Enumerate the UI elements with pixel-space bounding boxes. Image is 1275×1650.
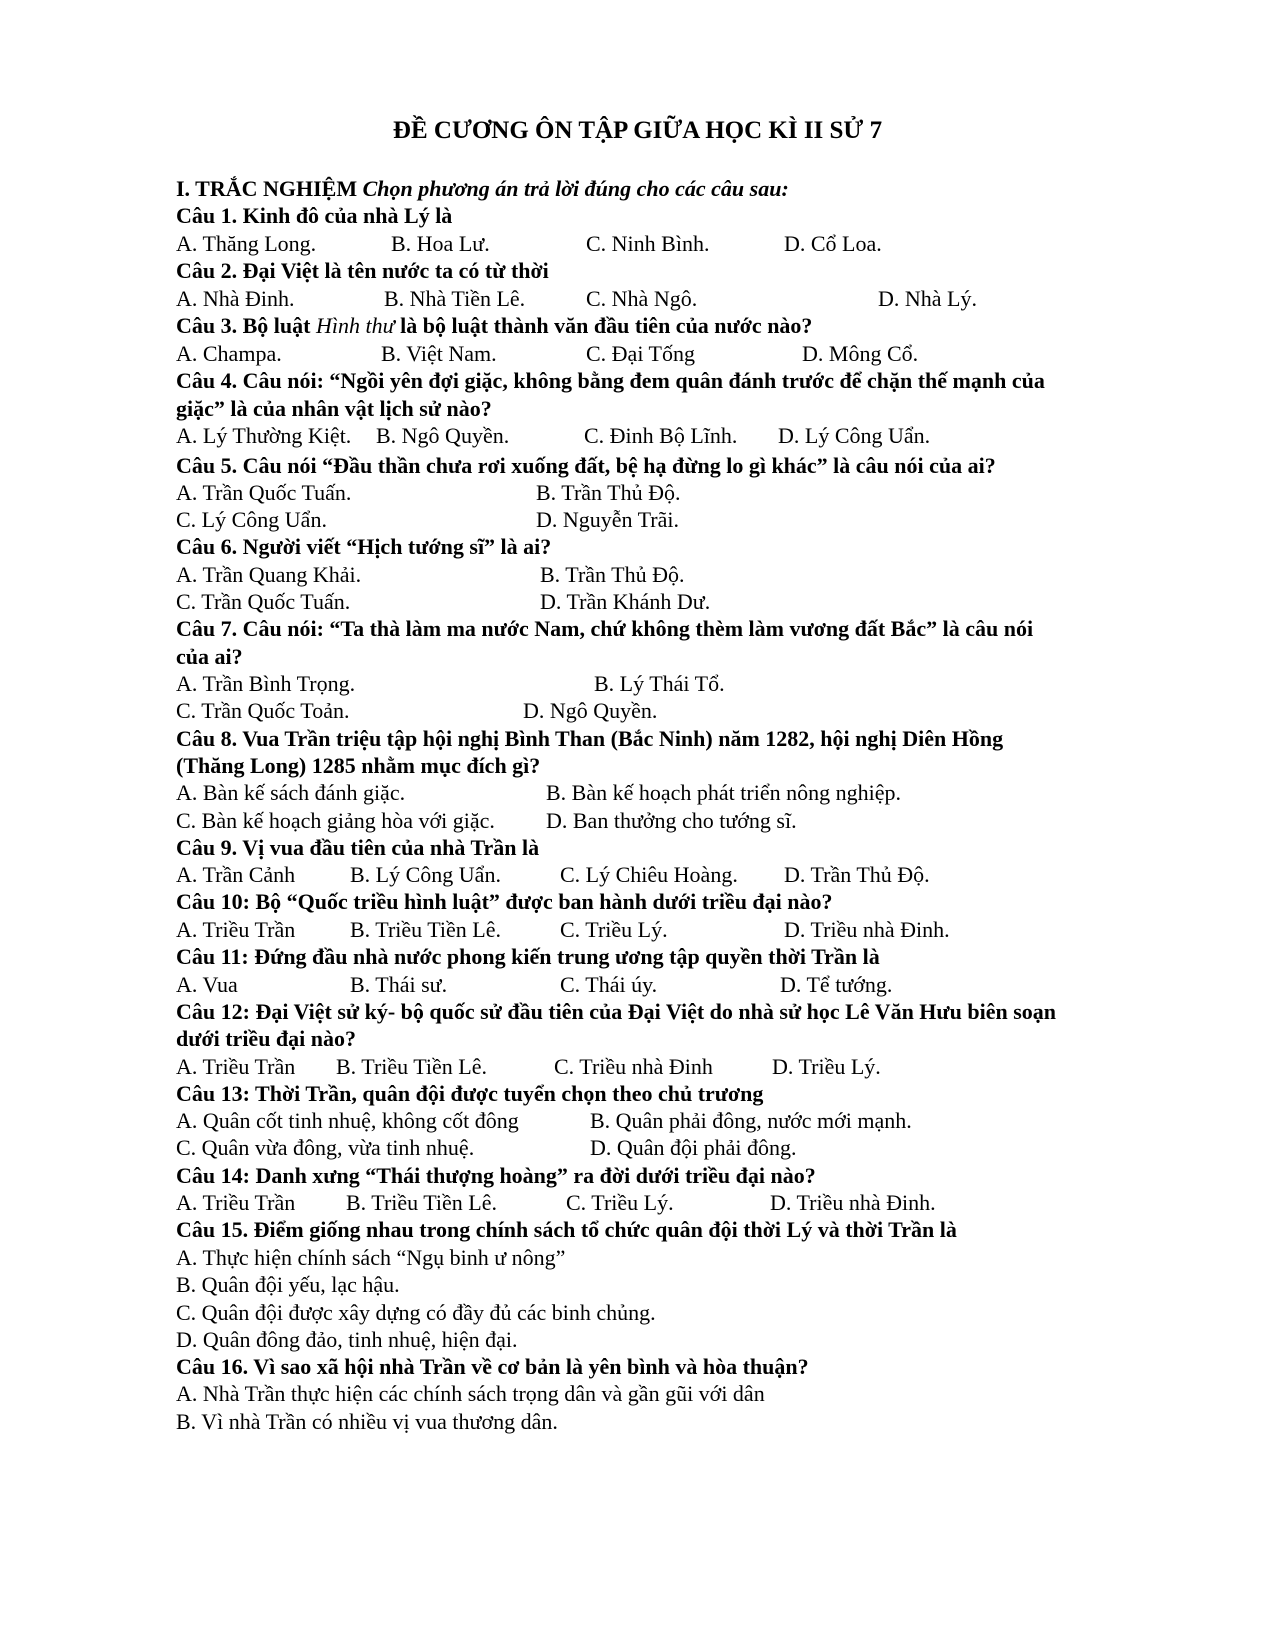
option-c: C. Trần Quốc Tuấn. <box>176 589 351 614</box>
option-b: B. Lý Thái Tổ. <box>594 671 725 696</box>
option-b: B. Lý Công Uẩn. <box>350 862 501 887</box>
option-d: D. Ngô Quyền. <box>523 698 658 723</box>
section-header <box>176 175 789 203</box>
option-d: D. Cổ Loa. <box>784 231 882 256</box>
option-b: B. Việt Nam. <box>381 341 497 366</box>
option-b: B. Trần Thủ Độ. <box>540 562 685 587</box>
question-3-text-end: là bộ luật thành văn đầu tiên của nước nào? <box>394 313 813 338</box>
option-b: B. Trần Thủ Độ. <box>536 480 681 505</box>
option-a: A. Trần Cảnh <box>176 862 296 887</box>
question-13: Câu 13: Thời Trần, quân đội được tuyển chọn theo chủ trương <box>176 1081 764 1106</box>
option-d: D. Tể tướng. <box>780 972 893 997</box>
question-11: Câu 11: Đứng đầu nhà nước phong kiến trung ương tập quyền thời Trần là <box>176 944 880 969</box>
question-8-continued: (Thăng Long) 1285 nhằm mục đích gì? <box>176 753 541 778</box>
option-b: B. Ngô Quyền. <box>376 423 510 448</box>
option-b: B. Quân phải đông, nước mới mạnh. <box>590 1108 912 1133</box>
question-12: Câu 12: Đại Việt sử ký- bộ quốc sử đầu tiên của Đại Việt do nhà sử học Lê Văn Hưu biên soạn <box>176 999 1056 1024</box>
option-c: C. Lý Công Uẩn. <box>176 507 327 532</box>
option-c: C. Trần Quốc Toản. <box>176 698 350 723</box>
question-3 <box>176 312 812 340</box>
question-6: Câu 6. Người viết “Hịch tướng sĩ” là ai? <box>176 534 552 559</box>
question-7: Câu 7. Câu nói: “Ta thà làm ma nước Nam, chứ không thèm làm vương đất Bắc” là câu nói <box>176 616 1034 641</box>
option-b: B. Bàn kế hoạch phát triển nông nghiệp. <box>546 780 901 805</box>
option-a: A. Trần Quốc Tuấn. <box>176 480 352 505</box>
question-7-continued: của ai? <box>176 644 243 669</box>
option-c: C. Triều nhà Đinh <box>554 1054 713 1079</box>
section-instruction: Chọn phương án trả lời đúng cho các câu sau: <box>362 176 789 201</box>
question-9: Câu 9. Vị vua đầu tiên của nhà Trần là <box>176 835 540 860</box>
option-d: D. Triều nhà Đinh. <box>784 917 950 942</box>
question-10: Câu 10: Bộ “Quốc triều hình luật” được ban hành dưới triều đại nào? <box>176 889 833 914</box>
option-c: C. Triều Lý. <box>560 917 668 942</box>
option-a: A. Nhà Đinh. <box>176 286 295 311</box>
question-4: Câu 4. Câu nói: “Ngồi yên đợi giặc, không bằng đem quân đánh trước để chặn thế mạnh của <box>176 368 1045 393</box>
question-14: Câu 14: Danh xưng “Thái thượng hoàng” ra đời dưới triều đại nào? <box>176 1163 816 1188</box>
page-title: ĐỀ CƯƠNG ÔN TẬP GIỮA HỌC KÌ II SỬ 7 <box>392 117 883 144</box>
option-a: A. Lý Thường Kiệt. <box>176 423 352 448</box>
option-a: A. Triều Trần <box>176 1054 296 1079</box>
option-a: A. Trần Bình Trọng. <box>176 671 356 696</box>
option-c: C. Triều Lý. <box>566 1190 674 1215</box>
option-a: A. Trần Quang Khải. <box>176 562 362 587</box>
option-a: A. Champa. <box>176 341 282 366</box>
option-d: D. Quân đội phải đông. <box>590 1135 797 1160</box>
question-8: Câu 8. Vua Trần triệu tập hội nghị Bình Than (Bắc Ninh) năm 1282, hội nghị Diên Hồng <box>176 726 1004 751</box>
option-c: C. Ninh Bình. <box>586 231 710 256</box>
question-4-continued: giặc” là của nhân vật lịch sử nào? <box>176 396 492 421</box>
option-c: C. Quân đội được xây dựng có đầy đủ các binh chủng. <box>176 1300 656 1325</box>
option-d: D. Ban thưởng cho tướng sĩ. <box>546 808 797 833</box>
question-2: Câu 2. Đại Việt là tên nước ta có từ thời <box>176 258 549 283</box>
option-b: B. Nhà Tiền Lê. <box>384 286 526 311</box>
question-1: Câu 1. Kinh đô của nhà Lý là <box>176 203 453 228</box>
option-c: C. Bàn kế hoạch giảng hòa với giặc. <box>176 808 495 833</box>
option-d: D. Trần Khánh Dư. <box>540 589 711 614</box>
option-c: C. Đại Tống <box>586 341 695 366</box>
option-c: C. Thái úy. <box>560 972 658 997</box>
option-b: B. Vì nhà Trần có nhiều vị vua thương dân. <box>176 1409 558 1434</box>
question-5: Câu 5. Câu nói “Đầu thần chưa rơi xuống đất, bệ hạ đừng lo gì khác” là câu nói của ai? <box>176 453 996 478</box>
option-d: D. Lý Công Uẩn. <box>778 423 931 448</box>
option-a: A. Vua <box>176 972 238 997</box>
option-b: B. Thái sư. <box>350 972 448 997</box>
option-b: B. Triều Tiền Lê. <box>346 1190 497 1215</box>
question-15: Câu 15. Điểm giống nhau trong chính sách tổ chức quân đội thời Lý và thời Trần là <box>176 1217 957 1242</box>
question-16: Câu 16. Vì sao xã hội nhà Trần về cơ bản là yên bình và hòa thuận? <box>176 1354 809 1379</box>
option-a: A. Thăng Long. <box>176 231 317 256</box>
question-3-text-start: Câu 3. Bộ luật <box>176 313 316 338</box>
option-a: A. Quân cốt tinh nhuệ, không cốt đông <box>176 1108 519 1133</box>
option-b: B. Hoa Lư. <box>391 231 490 256</box>
option-d: D. Triều Lý. <box>772 1054 881 1079</box>
option-b: B. Quân đội yếu, lạc hậu. <box>176 1272 400 1297</box>
option-c: C. Quân vừa đông, vừa tinh nhuệ. <box>176 1135 475 1160</box>
option-a: A. Nhà Trần thực hiện các chính sách trọng dân và gần gũi với dân <box>176 1381 765 1406</box>
option-d: D. Nhà Lý. <box>878 286 977 311</box>
option-a: A. Thực hiện chính sách “Ngụ binh ư nông” <box>176 1245 566 1270</box>
question-3-italic-term: Hình thư <box>315 313 395 338</box>
option-a: A. Triều Trần <box>176 917 296 942</box>
section-heading: I. TRẮC NGHIỆM <box>176 176 358 201</box>
option-d: D. Nguyễn Trãi. <box>536 507 680 532</box>
option-a: A. Bàn kế sách đánh giặc. <box>176 780 406 805</box>
question-12-continued: dưới triều đại nào? <box>176 1026 357 1051</box>
option-b: B. Triều Tiền Lê. <box>350 917 501 942</box>
option-d: D. Quân đông đảo, tinh nhuệ, hiện đại. <box>176 1327 518 1352</box>
option-c: C. Nhà Ngô. <box>586 286 698 311</box>
option-c: C. Lý Chiêu Hoàng. <box>560 862 738 887</box>
option-d: D. Triều nhà Đinh. <box>770 1190 936 1215</box>
option-a: A. Triều Trần <box>176 1190 296 1215</box>
option-d: D. Mông Cổ. <box>802 341 919 366</box>
option-d: D. Trần Thủ Độ. <box>784 862 930 887</box>
option-b: B. Triều Tiền Lê. <box>336 1054 487 1079</box>
option-c: C. Đinh Bộ Lĩnh. <box>584 423 738 448</box>
